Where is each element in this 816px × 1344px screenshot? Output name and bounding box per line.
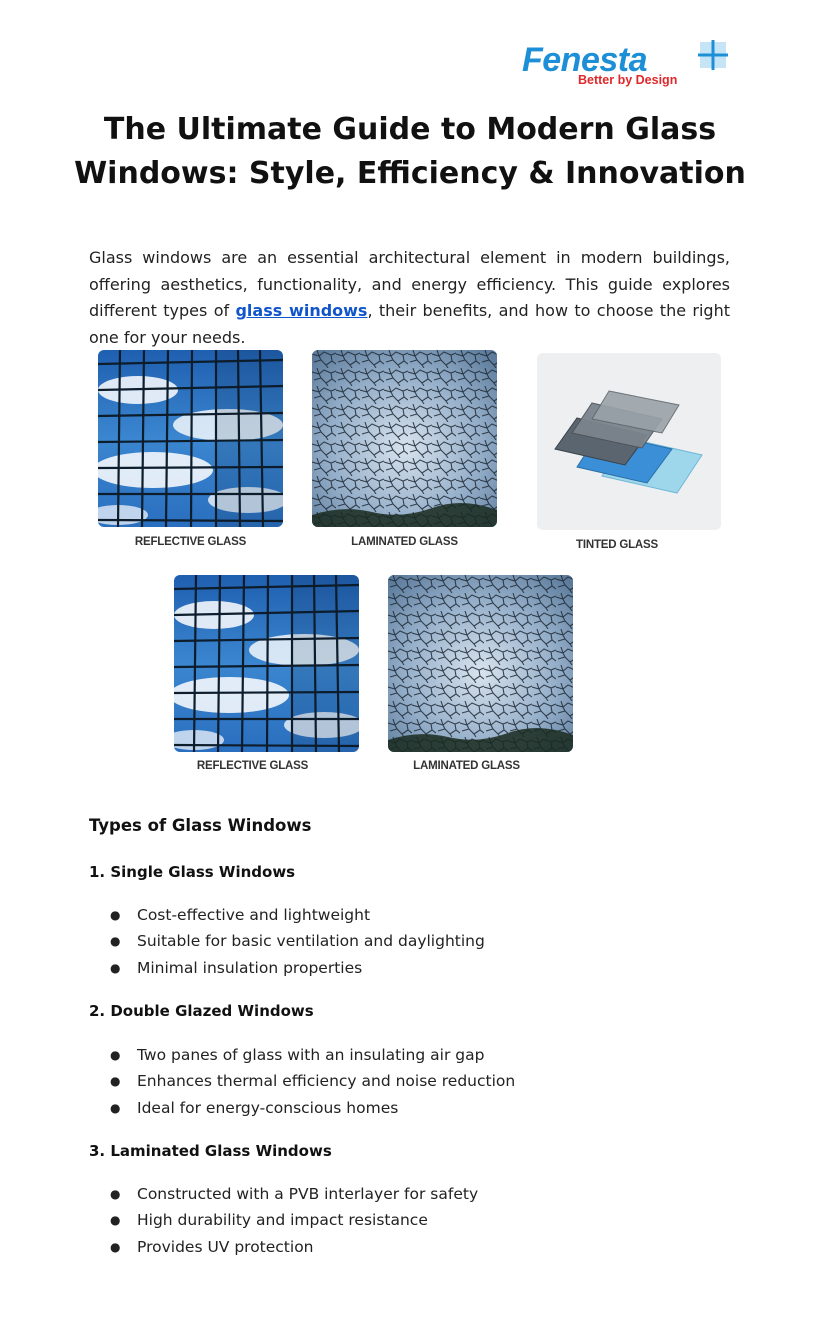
- laminated-glass-image-2: [388, 575, 573, 752]
- section-1-list: [110, 902, 485, 981]
- list-item: ● Two panes of glass with an insulating air gap: [110, 1042, 515, 1068]
- fenesta-logo: [522, 40, 732, 92]
- intro-text-after: , their benefits, and how to choose the right one for your needs.: [89, 301, 730, 347]
- laminated-glass-caption-2: LAMINATED GLASS: [413, 760, 520, 772]
- logo-wordmark: Fenesta: [522, 41, 647, 79]
- section-3-heading: 3. Laminated Glass Windows: [89, 1142, 332, 1160]
- section-1-heading: 1. Single Glass Windows: [89, 863, 296, 881]
- list-item: ● Enhances thermal efficiency and noise reduction: [110, 1068, 515, 1094]
- list-item: ● Provides UV protection: [110, 1234, 478, 1260]
- intro-paragraph: [89, 245, 730, 351]
- reflective-glass-image-2: [174, 575, 359, 752]
- list-item: ● Constructed with a PVB interlayer for safety: [110, 1181, 478, 1207]
- tinted-glass-image: [537, 353, 721, 530]
- list-item: ● High durability and impact resistance: [110, 1207, 478, 1233]
- list-item: ● Cost-effective and lightweight: [110, 902, 485, 928]
- laminated-glass-caption: LAMINATED GLASS: [351, 536, 458, 548]
- title-line-2: Windows: Style, Efficiency & Innovation: [74, 156, 746, 191]
- logo-tagline: Better by Design: [578, 73, 678, 87]
- section-3-list: [110, 1181, 478, 1260]
- list-item: ● Suitable for basic ventilation and daylighting: [110, 928, 485, 954]
- list-item: ● Ideal for energy-conscious homes: [110, 1095, 515, 1121]
- glass-windows-link[interactable]: glass windows: [235, 301, 368, 320]
- reflective-glass-image: [98, 350, 283, 527]
- title-line-1: The Ultimate Guide to Modern Glass: [103, 112, 717, 147]
- reflective-glass-caption: REFLECTIVE GLASS: [134, 536, 247, 548]
- intro-text-before: Glass windows are an essential architectural element in modern buildings, offering aesthetics, functionality, and energy efficiency. This guide explores different types of: [89, 248, 730, 320]
- tinted-glass-caption: TINTED GLASS: [576, 539, 658, 551]
- laminated-glass-image: [312, 350, 497, 527]
- section-2-list: [110, 1042, 515, 1121]
- types-heading: Types of Glass Windows: [89, 816, 312, 835]
- list-item: ● Minimal insulation properties: [110, 955, 485, 981]
- section-2-heading: 2. Double Glazed Windows: [89, 1002, 314, 1020]
- reflective-glass-caption-2: REFLECTIVE GLASS: [196, 760, 309, 772]
- window-cross-icon: [698, 40, 728, 70]
- page-title: [60, 108, 760, 196]
